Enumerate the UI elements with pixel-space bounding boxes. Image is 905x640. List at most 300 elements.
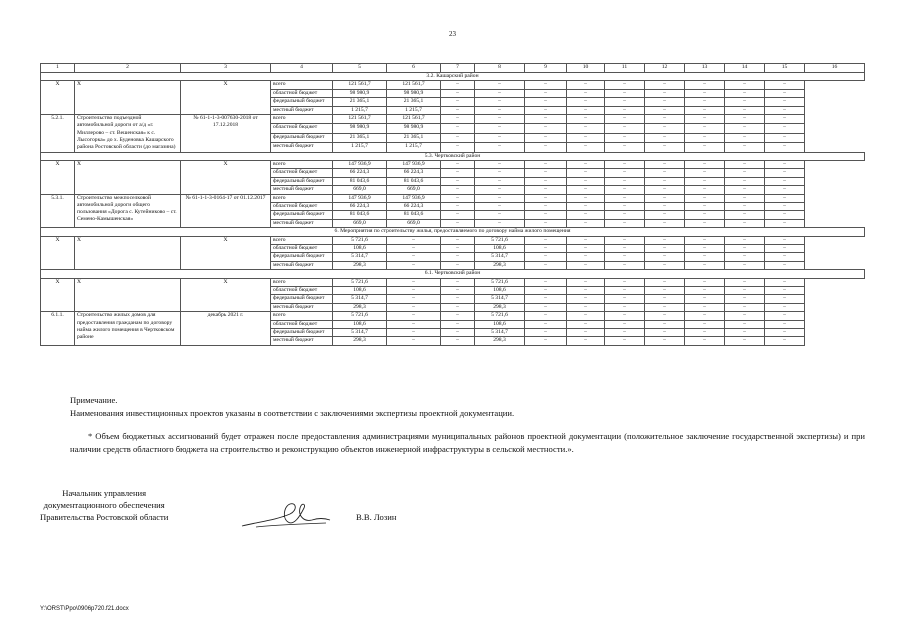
amount-cell: 5 721,6	[333, 236, 387, 244]
amount-cell: –	[567, 219, 605, 227]
section-row	[41, 270, 865, 278]
amount-cell: –	[567, 160, 605, 168]
amount-cell: –	[765, 98, 805, 106]
column-number-cell: 5	[333, 64, 387, 73]
amount-cell: –	[645, 186, 685, 194]
amount-cell: –	[441, 89, 475, 97]
section-title: 6. Мероприятия по строительству жилья, предоставляемого по договору найма жилого помещения	[41, 228, 865, 236]
signer-name: В.В. Лозин	[356, 512, 397, 522]
amount-cell: 121 561,7	[333, 115, 387, 124]
amount-cell: –	[525, 98, 567, 106]
amount-cell: –	[645, 278, 685, 286]
amount-cell: 669,0	[333, 186, 387, 194]
amount-cell: –	[645, 261, 685, 269]
amount-cell: –	[475, 133, 525, 142]
amount-cell: –	[685, 253, 725, 261]
amount-cell: –	[567, 98, 605, 106]
amount-cell: –	[441, 261, 475, 269]
amount-cell: –	[645, 143, 685, 152]
column-number-cell: 4	[271, 64, 333, 73]
amount-cell: –	[387, 337, 441, 345]
amount-cell: –	[645, 236, 685, 244]
amount-cell: –	[685, 177, 725, 185]
amount-cell: –	[765, 115, 805, 124]
amount-cell: –	[645, 124, 685, 133]
amount-cell: 21 365,1	[387, 98, 441, 106]
amount-cell: –	[725, 244, 765, 252]
amount-cell: –	[765, 236, 805, 244]
amount-cell: –	[567, 143, 605, 152]
amount-cell: –	[387, 287, 441, 295]
amount-cell: –	[525, 219, 567, 227]
funding-source-cell: всего	[271, 236, 333, 244]
amount-cell: –	[567, 329, 605, 337]
amount-cell: –	[525, 320, 567, 328]
amount-cell: –	[441, 98, 475, 106]
column-number-cell: 10	[567, 64, 605, 73]
column-number-cell: 13	[685, 64, 725, 73]
amount-cell: –	[441, 295, 475, 303]
amount-cell: 66 224,3	[387, 169, 441, 177]
amount-cell: –	[645, 303, 685, 311]
amount-cell: 298,3	[333, 261, 387, 269]
amount-cell: –	[475, 219, 525, 227]
funding-source-cell: местный бюджет	[271, 337, 333, 345]
amount-cell: 81 043,6	[333, 211, 387, 219]
amount-cell: –	[567, 312, 605, 320]
amount-cell: –	[567, 124, 605, 133]
amount-cell: –	[441, 244, 475, 252]
amount-cell: –	[685, 81, 725, 89]
amount-cell: –	[645, 253, 685, 261]
amount-cell: –	[725, 236, 765, 244]
amount-cell: 98 980,9	[333, 124, 387, 133]
position-line-2: документационного обеспечения	[43, 500, 165, 510]
amount-cell: –	[387, 303, 441, 311]
expertise-cell: Х	[181, 81, 271, 115]
amount-cell: –	[645, 89, 685, 97]
amount-cell: –	[765, 202, 805, 210]
amount-cell: 5 314,7	[475, 329, 525, 337]
column-number-cell: 15	[765, 64, 805, 73]
amount-cell: –	[475, 177, 525, 185]
amount-cell: –	[725, 115, 765, 124]
amount-cell: 1 215,7	[387, 106, 441, 114]
amount-cell: –	[685, 278, 725, 286]
amount-cell: –	[387, 329, 441, 337]
amount-cell: –	[567, 337, 605, 345]
amount-cell: –	[645, 295, 685, 303]
amount-cell: 298,3	[475, 303, 525, 311]
funding-source-cell: федеральный бюджет	[271, 211, 333, 219]
amount-cell: –	[685, 236, 725, 244]
amount-cell: –	[525, 143, 567, 152]
amount-cell: –	[605, 202, 645, 210]
amount-cell: –	[387, 312, 441, 320]
expertise-cell: № 61-1-1-3-0164-17 от 01.12.2017	[181, 194, 271, 228]
amount-cell: –	[685, 115, 725, 124]
funding-source-cell: федеральный бюджет	[271, 177, 333, 185]
amount-cell: –	[525, 89, 567, 97]
amount-cell: –	[765, 169, 805, 177]
amount-cell: –	[765, 329, 805, 337]
amount-cell: –	[567, 261, 605, 269]
amount-cell: –	[567, 81, 605, 89]
amount-cell: 5 721,6	[333, 278, 387, 286]
funding-source-cell: федеральный бюджет	[271, 133, 333, 142]
amount-cell: –	[685, 295, 725, 303]
funding-source-cell: всего	[271, 312, 333, 320]
amount-cell: –	[441, 115, 475, 124]
column-number-cell: 6	[387, 64, 441, 73]
section-row	[41, 228, 865, 236]
amount-cell: –	[605, 124, 645, 133]
amount-cell: –	[441, 194, 475, 202]
amount-cell: –	[525, 169, 567, 177]
amount-cell: 298,3	[475, 337, 525, 345]
table-row	[41, 81, 865, 89]
amount-cell: 5 721,6	[475, 312, 525, 320]
amount-cell: –	[685, 186, 725, 194]
table-row	[41, 115, 865, 124]
amount-cell: –	[525, 278, 567, 286]
amount-cell: 669,0	[387, 186, 441, 194]
amount-cell: –	[525, 312, 567, 320]
amount-cell: –	[645, 81, 685, 89]
column-number-cell: 16	[805, 64, 865, 73]
amount-cell: –	[525, 287, 567, 295]
amount-cell: –	[765, 106, 805, 114]
amount-cell: –	[765, 81, 805, 89]
amount-cell: –	[605, 106, 645, 114]
amount-cell: –	[567, 236, 605, 244]
amount-cell: 147 936,9	[333, 160, 387, 168]
amount-cell: –	[387, 278, 441, 286]
amount-cell: –	[725, 194, 765, 202]
amount-cell: –	[725, 106, 765, 114]
amount-cell: –	[765, 261, 805, 269]
amount-cell: –	[725, 312, 765, 320]
funding-source-cell: всего	[271, 115, 333, 124]
amount-cell: 5 721,6	[475, 278, 525, 286]
amount-cell: –	[685, 287, 725, 295]
amount-cell: –	[645, 115, 685, 124]
amount-cell: –	[567, 194, 605, 202]
amount-cell: –	[685, 219, 725, 227]
amount-cell: –	[475, 211, 525, 219]
amount-cell: 66 224,3	[333, 202, 387, 210]
amount-cell: –	[441, 278, 475, 286]
amount-cell: –	[725, 261, 765, 269]
amount-cell: 147 936,9	[387, 160, 441, 168]
amount-cell: –	[605, 278, 645, 286]
section-title: 3.2. Кашарский район	[41, 73, 865, 81]
row-number-cell: Х	[41, 236, 75, 270]
amount-cell: –	[475, 106, 525, 114]
amount-cell: –	[525, 303, 567, 311]
signature-position	[40, 487, 168, 523]
amount-cell: –	[685, 160, 725, 168]
column-number-cell: 7	[441, 64, 475, 73]
amount-cell: –	[475, 202, 525, 210]
amount-cell: –	[441, 211, 475, 219]
amount-cell: –	[685, 143, 725, 152]
amount-cell: –	[441, 186, 475, 194]
amount-cell: 1 215,7	[333, 143, 387, 152]
amount-cell: –	[765, 89, 805, 97]
amount-cell: –	[765, 278, 805, 286]
funding-source-cell: областной бюджет	[271, 124, 333, 133]
amount-cell: –	[605, 253, 645, 261]
amount-cell: –	[525, 106, 567, 114]
row-number-cell: Х	[41, 81, 75, 115]
amount-cell: –	[441, 202, 475, 210]
amount-cell: 147 936,9	[333, 194, 387, 202]
amount-cell: –	[645, 202, 685, 210]
notes-line: Наименования инвестиционных проектов указаны в соответствии с заключениями экспертизы проектной документации.	[70, 408, 515, 418]
amount-cell: –	[685, 89, 725, 97]
amount-cell: –	[645, 98, 685, 106]
amount-cell: –	[525, 81, 567, 89]
amount-cell: –	[725, 124, 765, 133]
amount-cell: –	[441, 133, 475, 142]
page-number: 23	[449, 30, 456, 38]
expertise-cell: № 61-1-1-3-007630-2018 от 17.12.2018	[181, 115, 271, 152]
amount-cell: –	[765, 320, 805, 328]
row-number-cell: 5.2.1.	[41, 115, 75, 152]
funding-source-cell: областной бюджет	[271, 287, 333, 295]
amount-cell: –	[765, 219, 805, 227]
amount-cell: –	[605, 133, 645, 142]
amount-cell: –	[685, 261, 725, 269]
amount-cell: –	[645, 177, 685, 185]
amount-cell: –	[605, 177, 645, 185]
amount-cell: –	[525, 194, 567, 202]
amount-cell: –	[605, 320, 645, 328]
amount-cell: –	[765, 337, 805, 345]
amount-cell: –	[685, 312, 725, 320]
amount-cell: –	[765, 194, 805, 202]
amount-cell: 5 314,7	[333, 295, 387, 303]
funding-source-cell: областной бюджет	[271, 169, 333, 177]
table-row	[41, 312, 865, 320]
amount-cell: –	[387, 261, 441, 269]
position-line-1: Начальник управления	[62, 488, 147, 498]
position-line-3: Правительства Ростовской области	[40, 512, 169, 522]
amount-cell: –	[685, 202, 725, 210]
amount-cell: –	[441, 177, 475, 185]
amount-cell: –	[765, 287, 805, 295]
amount-cell: 108,6	[333, 287, 387, 295]
amount-cell: –	[605, 261, 645, 269]
amount-cell: –	[475, 186, 525, 194]
amount-cell: –	[605, 244, 645, 252]
project-name-cell: Х	[75, 160, 181, 194]
column-number-cell: 12	[645, 64, 685, 73]
amount-cell: –	[441, 312, 475, 320]
column-number-cell: 8	[475, 64, 525, 73]
amount-cell: –	[475, 115, 525, 124]
amount-cell: –	[525, 337, 567, 345]
amount-cell: –	[645, 337, 685, 345]
column-number-cell: 2	[75, 64, 181, 73]
amount-cell: –	[765, 211, 805, 219]
amount-cell: –	[685, 211, 725, 219]
amount-cell: 66 224,3	[387, 202, 441, 210]
amount-cell: –	[645, 312, 685, 320]
amount-cell: –	[441, 124, 475, 133]
amount-cell: –	[567, 106, 605, 114]
project-name-cell: Строительство жилых домов для предоставления гражданам по договору найма жилого помещения в Чертковском районе	[75, 312, 181, 346]
funding-source-cell: областной бюджет	[271, 320, 333, 328]
table-row	[41, 194, 865, 202]
amount-cell: –	[441, 160, 475, 168]
amount-cell: –	[475, 98, 525, 106]
project-name-cell: Строительство подъездной автомобильной дороги от а/д «г. Миллерово – ст. Вешенская» к с. Лысогорка» до х. Буденовка Кашарского района Ростовской области (до магазина)	[75, 115, 181, 152]
amount-cell: –	[725, 177, 765, 185]
expertise-cell: Х	[181, 160, 271, 194]
amount-cell: –	[567, 89, 605, 97]
handwritten-signature	[238, 496, 333, 534]
amount-cell: –	[605, 169, 645, 177]
amount-cell: –	[765, 303, 805, 311]
amount-cell: 108,6	[333, 244, 387, 252]
amount-cell: –	[475, 160, 525, 168]
amount-cell: 98 980,9	[333, 89, 387, 97]
amount-cell: 5 314,7	[475, 295, 525, 303]
amount-cell: –	[525, 329, 567, 337]
amount-cell: –	[525, 115, 567, 124]
amount-cell: –	[725, 278, 765, 286]
amount-cell: –	[475, 89, 525, 97]
amount-cell: –	[725, 202, 765, 210]
amount-cell: –	[765, 124, 805, 133]
funding-source-cell: областной бюджет	[271, 202, 333, 210]
amount-cell: –	[765, 160, 805, 168]
notes-block	[70, 394, 865, 456]
amount-cell: –	[387, 320, 441, 328]
amount-cell: –	[685, 124, 725, 133]
amount-cell: –	[725, 186, 765, 194]
amount-cell: –	[725, 211, 765, 219]
table-row	[41, 278, 865, 286]
funding-source-cell: областной бюджет	[271, 89, 333, 97]
amount-cell: –	[685, 244, 725, 252]
amount-cell: 5 314,7	[333, 329, 387, 337]
amount-cell: –	[567, 202, 605, 210]
funding-source-cell: всего	[271, 81, 333, 89]
amount-cell: –	[605, 81, 645, 89]
amount-cell: –	[725, 295, 765, 303]
amount-cell: –	[645, 219, 685, 227]
funding-source-cell: федеральный бюджет	[271, 253, 333, 261]
amount-cell: –	[645, 106, 685, 114]
amount-cell: –	[765, 143, 805, 152]
amount-cell: –	[525, 261, 567, 269]
amount-cell: –	[525, 160, 567, 168]
amount-cell: –	[567, 295, 605, 303]
amount-cell: 66 224,3	[333, 169, 387, 177]
amount-cell: –	[441, 329, 475, 337]
project-name-cell: Х	[75, 278, 181, 312]
amount-cell: –	[441, 219, 475, 227]
amount-cell: 298,3	[333, 303, 387, 311]
amount-cell: –	[525, 236, 567, 244]
amount-cell: –	[685, 194, 725, 202]
amount-cell: –	[645, 169, 685, 177]
amount-cell: –	[605, 287, 645, 295]
amount-cell: 81 043,6	[333, 177, 387, 185]
row-number-cell: Х	[41, 278, 75, 312]
amount-cell: –	[725, 160, 765, 168]
row-number-cell: 5.3.1.	[41, 194, 75, 228]
row-number-cell: Х	[41, 160, 75, 194]
amount-cell: –	[725, 253, 765, 261]
amount-cell: –	[525, 253, 567, 261]
amount-cell: –	[685, 169, 725, 177]
amount-cell: –	[605, 329, 645, 337]
funding-source-cell: местный бюджет	[271, 186, 333, 194]
amount-cell: –	[525, 295, 567, 303]
project-name-cell: Х	[75, 81, 181, 115]
amount-cell: –	[645, 160, 685, 168]
amount-cell: –	[475, 169, 525, 177]
amount-cell: –	[441, 337, 475, 345]
amount-cell: –	[765, 244, 805, 252]
funding-source-cell: местный бюджет	[271, 261, 333, 269]
amount-cell: –	[605, 160, 645, 168]
amount-cell: –	[567, 186, 605, 194]
amount-cell: –	[567, 320, 605, 328]
amount-cell: –	[765, 133, 805, 142]
amount-cell: 98 980,9	[387, 89, 441, 97]
project-name-cell: Х	[75, 236, 181, 270]
amount-cell: –	[645, 287, 685, 295]
amount-cell: –	[567, 115, 605, 124]
amount-cell: –	[725, 98, 765, 106]
amount-cell: –	[685, 98, 725, 106]
amount-cell: –	[605, 295, 645, 303]
amount-cell: –	[685, 337, 725, 345]
amount-cell: –	[605, 219, 645, 227]
amount-cell: –	[645, 320, 685, 328]
amount-cell: 21 365,1	[387, 133, 441, 142]
amount-cell: –	[567, 244, 605, 252]
amount-cell: –	[525, 133, 567, 142]
amount-cell: –	[441, 81, 475, 89]
funding-source-cell: местный бюджет	[271, 219, 333, 227]
amount-cell: –	[685, 106, 725, 114]
amount-cell: –	[605, 115, 645, 124]
funding-source-cell: федеральный бюджет	[271, 329, 333, 337]
amount-cell: –	[475, 124, 525, 133]
amount-cell: –	[645, 329, 685, 337]
amount-cell: –	[441, 287, 475, 295]
funding-source-cell: всего	[271, 160, 333, 168]
amount-cell: –	[645, 194, 685, 202]
section-title: 5.3. Чертковский район	[41, 152, 865, 160]
amount-cell: –	[725, 89, 765, 97]
amount-cell: –	[387, 253, 441, 261]
amount-cell: –	[765, 186, 805, 194]
amount-cell: 81 043,6	[387, 177, 441, 185]
amount-cell: –	[725, 133, 765, 142]
amount-cell: –	[685, 329, 725, 337]
amount-cell: 121 561,7	[387, 115, 441, 124]
funding-source-cell: местный бюджет	[271, 106, 333, 114]
notes-heading: Примечание.	[70, 395, 118, 405]
file-path: Y:\ORST\Ppo\0906p720.f21.docx	[40, 606, 129, 612]
